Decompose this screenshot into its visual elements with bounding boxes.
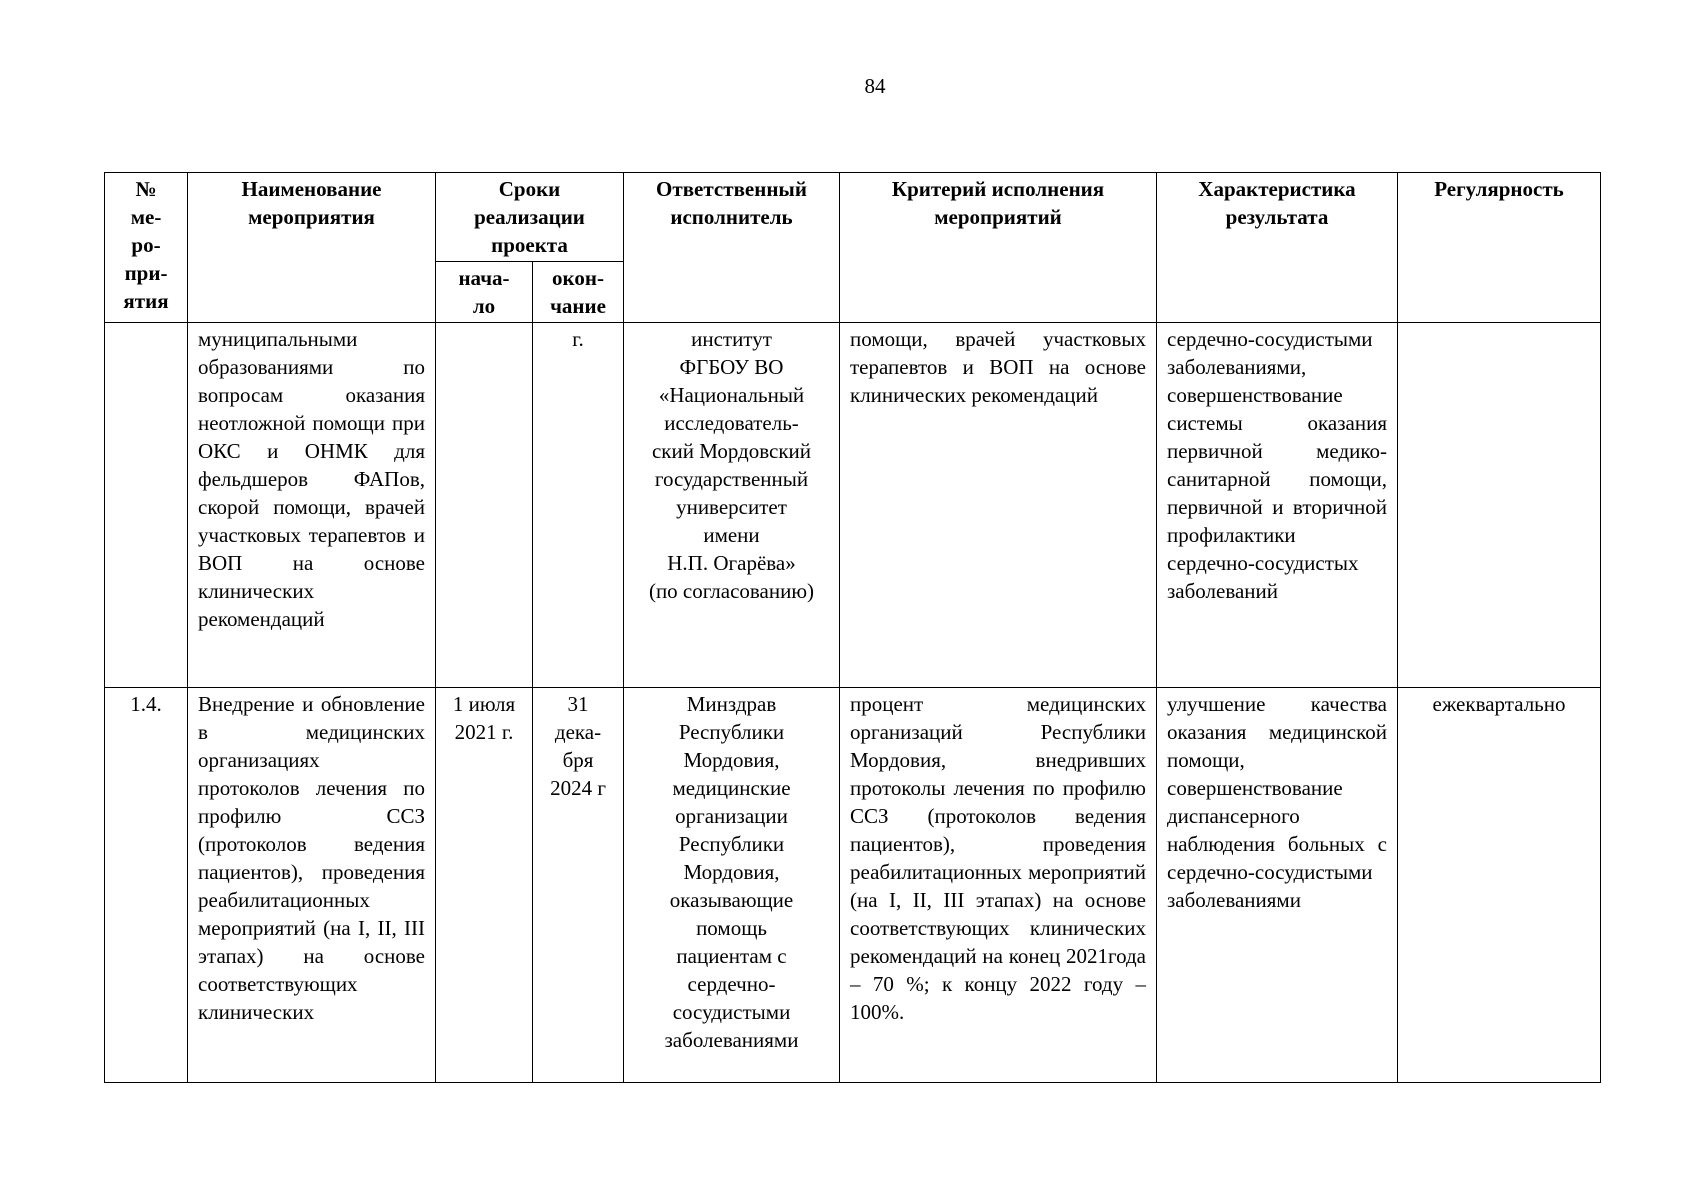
activities-table bbox=[104, 172, 1601, 1083]
cell-end: г. bbox=[533, 323, 624, 688]
cell-activity-name: Внедрение и обновление в медицинских организациях протоколов лечения по профилю ССЗ (протоколов ведения пациентов), проведения реабилитационных мероприятий (на I, II, III этапах) на основе соответствующих клинических bbox=[188, 688, 436, 1083]
cell-number bbox=[105, 323, 188, 688]
table-row bbox=[105, 323, 1601, 688]
cell-regularity bbox=[1398, 323, 1601, 688]
cell-end: 31 дека- бря 2024 г bbox=[533, 688, 624, 1083]
cell-criterion: процент медицинских организаций Республики Мордовия, внедривших протоколы лечения по профилю ССЗ (протоколов ведения пациентов), проведения реабилитационных мероприятий (на I, II, III этапах) на основе соответствующих клинических рекомендаций на конец 2021года – 70 %; к концу 2022 году – 100%. bbox=[840, 688, 1157, 1083]
header-activity-name: Наименование мероприятия bbox=[188, 173, 436, 323]
header-start: нача- ло bbox=[436, 262, 533, 323]
cell-start: 1 июля 2021 г. bbox=[436, 688, 533, 1083]
cell-result: сердечно-сосудистыми заболеваниями, совершенствование системы оказания первичной медико-санитарной помощи, первичной и вторичной профилактики сердечно-сосудистых заболеваний bbox=[1157, 323, 1398, 688]
cell-regularity: ежеквартально bbox=[1398, 688, 1601, 1083]
header-number: № ме- ро- при- ятия bbox=[105, 173, 188, 323]
header-regularity: Регулярность bbox=[1398, 173, 1601, 323]
cell-start bbox=[436, 323, 533, 688]
header-responsible: Ответственный исполнитель bbox=[624, 173, 840, 323]
header-result: Характеристика результата bbox=[1157, 173, 1398, 323]
cell-criterion: помощи, врачей участковых терапевтов и ВОП на основе клинических рекомендаций bbox=[840, 323, 1157, 688]
page-number: 84 bbox=[864, 74, 886, 98]
cell-responsible: институт ФГБОУ ВО «Национальный исследователь- ский Мордовский государственный университет имени Н.П. Огарёва» (по согласованию) bbox=[624, 323, 840, 688]
header-end: окон- чание bbox=[533, 262, 624, 323]
cell-activity-name: муниципальными образованиями по вопросам оказания неотложной помощи при ОКС и ОНМК для фельдшеров ФАПов, скорой помощи, врачей участковых терапевтов и ВОП на основе клинических рекомендаций bbox=[188, 323, 436, 688]
cell-responsible: Минздрав Республики Мордовия, медицинские организации Республики Мордовия, оказывающие помощь пациентам с сердечно- сосудистыми заболеваниями bbox=[624, 688, 840, 1083]
header-criterion: Критерий исполнения мероприятий bbox=[840, 173, 1157, 323]
cell-result: улучшение качества оказания медицинской помощи, совершенствование диспансерного наблюдения больных с сердечно-сосудистыми заболеваниями bbox=[1157, 688, 1398, 1083]
header-terms: Сроки реализации проекта bbox=[436, 173, 624, 262]
table-row bbox=[105, 688, 1601, 1083]
cell-number: 1.4. bbox=[105, 688, 188, 1083]
